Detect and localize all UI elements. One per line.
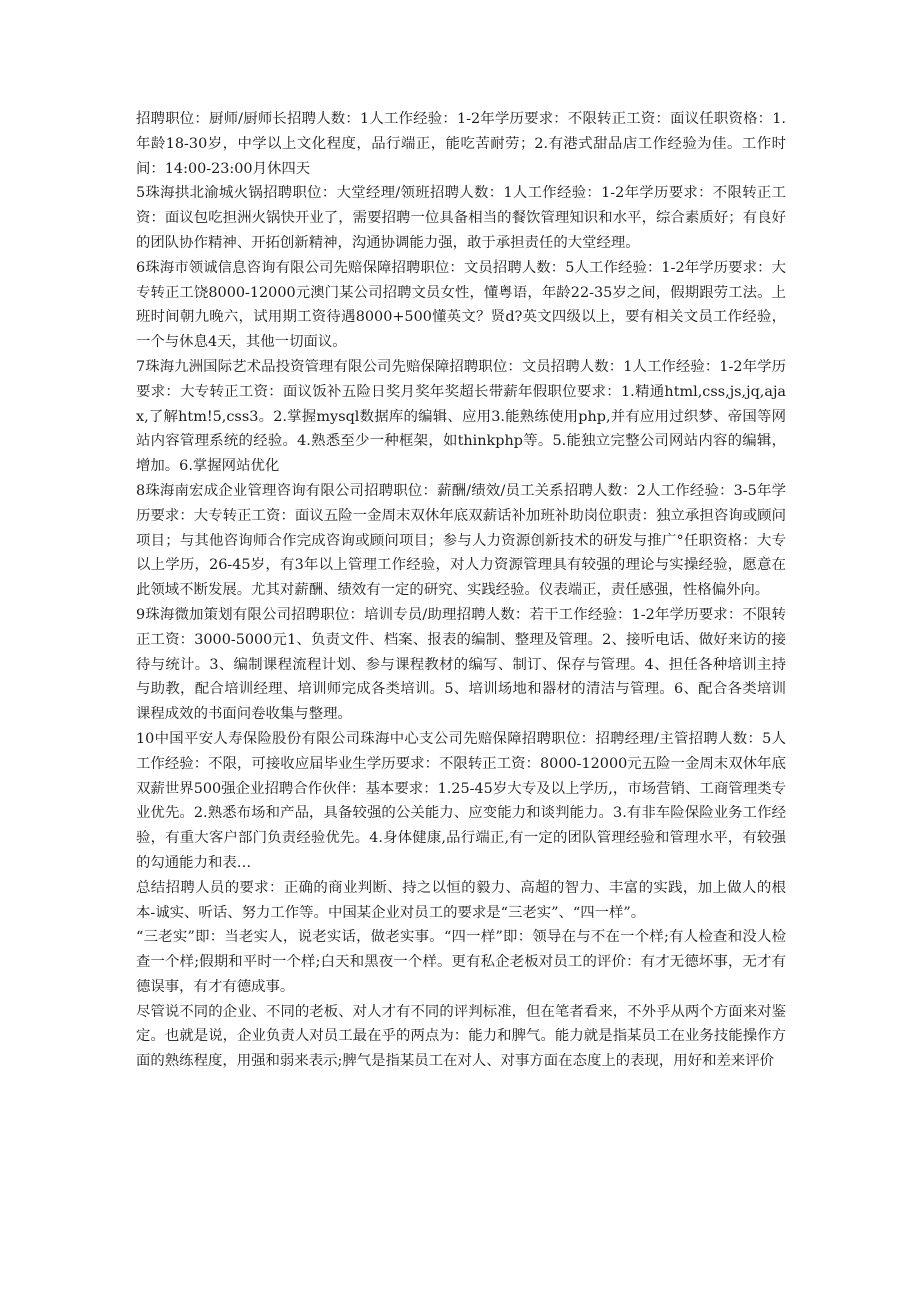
paragraph-job-8-hr: 8珠海南宏成企业管理咨询有限公司招聘职位：薪酬/绩效/员工关系招聘人数：2人工作经验：3-5年学历要求：大专转正工资：面议五险一金周末双休年底双薪话补加班补助岗位职责：独立承担咨询或顾问项目；与其他咨询师合作完成咨询或顾问项目；参与人力资源创新技术的研发与推广°任职资格：大专以上学历，26-45岁，有3年以上管理工作经验，对人力资源管理具有较强的理论与实操经验，愿意在此领域不断发展。尤其对薪酬、绩效有一定的研究、实践经验。仪表端正，责任感强，性格偏外向。 — [136, 482, 786, 599]
paragraph-summary: 总结招聘人员的要求：正确的商业判断、持之以恒的毅力、高超的智力、丰富的实践，加上做人的根本-诚实、听话、努力工作等。中国某企业对员工的要求是“三老实”、“四一样”。 — [136, 879, 786, 921]
paragraph-job-7-clerk: 7珠海九洲国际艺术品投资管理有限公司先赔保障招聘职位：文员招聘人数：1人工作经验：1-2年学历要求：大专转正工资：面议饭补五险日奖月奖年奖超长带薪年假职位要求：1.精通html,css,js,jq,ajax,了解htm!5,css3。2.掌握mysql数据库的编辑、应用3.能熟练使用php,并有应用过织梦、帝国等网站内容管理系统的经验。4.熟悉至少一种框架，如thinkphp等。5.能独立完整公司网站内容的编辑，增加。6.掌握网站优化 — [136, 358, 786, 475]
document-body — [136, 107, 786, 1074]
paragraph-chef-job: 招聘职位：厨师/厨师长招聘人数：1人工作经验：1-2年学历要求：不限转正工资：面议任职资格：1.年龄18-30岁，中学以上文化程度，品行端正，能吃苦耐劳；2.有港式甜品店工作经验为佳。工作时间：14:00-23:00月休四天 — [136, 111, 786, 177]
paragraph-job-6-clerk: 6珠海市领诚信息咨询有限公司先赔保障招聘职位：文员招聘人数：5人工作经验：1-2年学历要求：大专转正工饶8000-12000元澳门某公司招聘文员女性，懂粤语，年龄22-35岁之间，假期跟劳工法。上班时间朝九晚六，试用期工资待遇8000+500懂英文？贤d?英文四级以上，要有相关文员工作经验，一个与休息4天，其他一切面议。 — [136, 259, 786, 351]
paragraph-evaluation: 尽管说不同的企业、不同的老板、对人才有不同的评判标准，但在笔者看来，不外乎从两个方面来对鉴定。也就是说，企业负责人对员工最在乎的两点为：能力和脾气。能力就是指某员工在业务技能操作方面的熟练程度，用强和弱来表示;脾气是指某员工在对人、对事方面在态度上的表现，用好和差来评价 — [136, 1003, 786, 1070]
paragraph-job-10-insurance: 10中国平安人寿保险股份有限公司珠海中心支公司先赔保障招聘职位：招聘经理/主管招聘人数：5人工作经验：不限，可接收应届毕业生学历要求：不限转正工资：8000-12000元五险一金周末双休年底双薪世界500强企业招聘合作伙伴：基本要求：1.25-45岁大专及以上学历,，市场营销、工商管理类专业优先。2.熟悉布场和产品，具备较强的公关能力、应变能力和谈判能力。3.有非车险保险业务工作经验，有重大客户部门负责经验优先。4.身体健康,品行端正,有一定的团队管理经验和管理水平，有较强的勾通能力和表… — [136, 730, 786, 871]
paragraph-job-5-hotpot: 5珠海拱北渝城火锅招聘职位：大堂经理/领班招聘人数：1人工作经验：1-2年学历要求：不限转正工资：面议包吃担洲火锅快开业了，需要招聘一位具备相当的餐饮管理知识和水平，综合素质好；有良好的团队协作精神、开拓创新精神，沟通协调能力强，敢于承担责任的大堂经理。 — [136, 185, 786, 251]
paragraph-three-honesty: “三老实”即：当老实人，说老实话，做老实事。“四一样”即：领导在与不在一个样;有人检查和没人检查一个样;假期和平时一个样;白天和黑夜一个样。更有私企老板对员工的评价：有才无德坏事，无才有德误事，有才有德成事。 — [136, 929, 786, 995]
paragraph-job-9-training: 9珠海微加策划有限公司招聘职位：培训专员/助理招聘人数：若干工作经验：1-2年学历要求：不限转正工资：3000-5000元1、负责文件、档案、报表的编制、整理及管理。2、接听电话、做好来访的接待与统计。3、编制课程流程计划、参与课程教材的编写、制订、保存与管理。4、担任各种培训主持与助教，配合培训经理、培训师完成各类培训。5、培训场地和器材的清洁与管理。6、配合各类培训课程成效的书面问卷收集与整理。 — [136, 606, 786, 723]
